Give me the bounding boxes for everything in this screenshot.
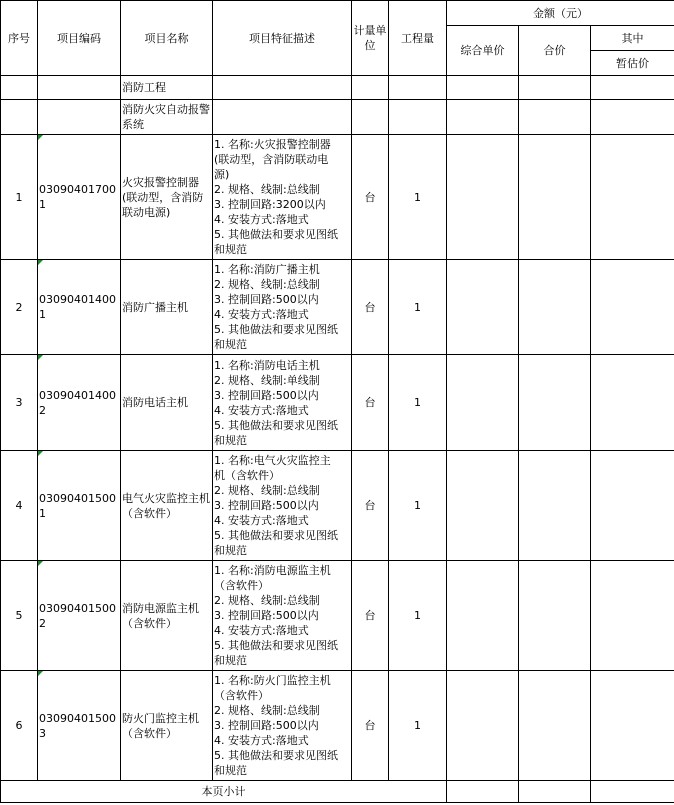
row-name: 火灾报警控制器(联动型，含消防联动电源) <box>121 135 213 260</box>
header-amount: 金额（元） <box>447 1 674 26</box>
section-level1: 消防工程 <box>121 76 213 100</box>
cell-empty <box>38 76 121 100</box>
table-row <box>1 135 674 260</box>
row-name: 消防电话主机 <box>121 355 213 451</box>
row-desc: 1. 名称:消防电源监主机 （含软件） 2. 规格、线制:总线制 3. 控制回路:500以内 4. 安装方式:落地式 5. 其他做法和要求见图纸 和规范 <box>213 561 352 671</box>
row-qty: 1 <box>389 355 447 451</box>
row-name: 电气火灾监控主机（含软件） <box>121 451 213 561</box>
subtotal-row <box>1 781 674 803</box>
row-code: 030904015002 <box>38 561 121 671</box>
header-row-1 <box>1 1 674 26</box>
cell-empty <box>38 100 121 135</box>
header-unit: 计量单位 <box>352 1 389 76</box>
cell-empty <box>213 100 352 135</box>
row-unit: 台 <box>352 260 389 355</box>
row-qty: 1 <box>389 260 447 355</box>
row-qty: 1 <box>389 671 447 781</box>
section-row-level1 <box>1 76 674 100</box>
cell-empty <box>447 76 519 100</box>
cell-empty <box>519 100 591 135</box>
comment-marker-icon <box>38 355 43 360</box>
subtotal-unit-price <box>447 781 519 803</box>
table-row <box>1 355 674 451</box>
row-unit-price[interactable] <box>447 135 519 260</box>
section-row-level2 <box>1 100 674 135</box>
row-unit-price[interactable] <box>447 671 519 781</box>
row-estimate[interactable] <box>591 671 674 781</box>
comment-marker-icon <box>38 260 43 265</box>
comment-marker-icon <box>38 451 43 456</box>
row-code: 030904014001 <box>38 260 121 355</box>
row-total[interactable] <box>519 355 591 451</box>
subtotal-label: 本页小计 <box>1 781 447 803</box>
header-estimate: 暂估价 <box>591 51 674 76</box>
row-qty: 1 <box>389 135 447 260</box>
row-total[interactable] <box>519 135 591 260</box>
row-estimate[interactable] <box>591 355 674 451</box>
row-name: 防火门监控主机（含软件） <box>121 671 213 781</box>
row-estimate[interactable] <box>591 135 674 260</box>
row-total[interactable] <box>519 561 591 671</box>
row-name: 消防电源监主机（含软件） <box>121 561 213 671</box>
cell-empty <box>352 76 389 100</box>
row-unit: 台 <box>352 135 389 260</box>
table-row <box>1 671 674 781</box>
row-code: 030904017001 <box>38 135 121 260</box>
row-estimate[interactable] <box>591 451 674 561</box>
row-unit-price[interactable] <box>447 451 519 561</box>
row-total[interactable] <box>519 451 591 561</box>
header-total: 合价 <box>519 26 591 76</box>
row-qty: 1 <box>389 561 447 671</box>
row-unit: 台 <box>352 451 389 561</box>
table-row <box>1 451 674 561</box>
row-unit: 台 <box>352 561 389 671</box>
row-name: 消防广播主机 <box>121 260 213 355</box>
cell-empty <box>389 76 447 100</box>
comment-marker-icon <box>38 671 43 676</box>
table-row <box>1 561 674 671</box>
cell-empty <box>213 76 352 100</box>
cell-empty <box>591 100 674 135</box>
subtotal-total[interactable] <box>519 781 591 803</box>
cell-empty <box>1 76 38 100</box>
row-estimate[interactable] <box>591 561 674 671</box>
header-code: 项目编码 <box>38 1 121 76</box>
header-desc: 项目特征描述 <box>213 1 352 76</box>
comment-marker-icon <box>38 135 43 140</box>
row-desc: 1. 名称:火灾报警控制器 (联动型，含消防联动电 源) 2. 规格、线制:总线制 3. 控制回路:3200以内 4. 安装方式:落地式 5. 其他做法和要求见图纸 和规范 <box>213 135 352 260</box>
cell-empty <box>352 100 389 135</box>
cell-empty <box>519 76 591 100</box>
row-total[interactable] <box>519 671 591 781</box>
table-row <box>1 260 674 355</box>
row-seq: 1 <box>1 135 38 260</box>
row-code: 030904015003 <box>38 671 121 781</box>
row-unit-price[interactable] <box>447 355 519 451</box>
row-seq: 4 <box>1 451 38 561</box>
row-seq: 3 <box>1 355 38 451</box>
row-desc: 1. 名称:消防电话主机 2. 规格、线制:单线制 3. 控制回路:500以内 4. 安装方式:落地式 5. 其他做法和要求见图纸 和规范 <box>213 355 352 451</box>
cell-empty <box>447 100 519 135</box>
comment-marker-icon <box>38 561 43 566</box>
row-unit: 台 <box>352 671 389 781</box>
row-desc: 1. 名称:防火门监控主机 （含软件） 2. 规格、线制:总线制 3. 控制回路:500以内 4. 安装方式:落地式 5. 其他做法和要求见图纸 和规范 <box>213 671 352 781</box>
header-unit-price: 综合单价 <box>447 26 519 76</box>
row-desc: 1. 名称:电气火灾监控主 机（含软件） 2. 规格、线制:总线制 3. 控制回路:500以内 4. 安装方式:落地式 5. 其他做法和要求见图纸 和规范 <box>213 451 352 561</box>
row-code: 030904015001 <box>38 451 121 561</box>
cell-empty <box>389 100 447 135</box>
row-total[interactable] <box>519 260 591 355</box>
row-seq: 6 <box>1 671 38 781</box>
header-of-which: 其中 <box>591 26 674 51</box>
header-name: 项目名称 <box>121 1 213 76</box>
cell-empty <box>1 100 38 135</box>
row-unit: 台 <box>352 355 389 451</box>
row-seq: 5 <box>1 561 38 671</box>
row-unit-price[interactable] <box>447 260 519 355</box>
subtotal-estimate[interactable] <box>591 781 674 803</box>
section-level2: 消防火灾自动报警系统 <box>121 100 213 135</box>
row-seq: 2 <box>1 260 38 355</box>
header-seq: 序号 <box>1 1 38 76</box>
header-qty: 工程量 <box>389 1 447 76</box>
row-estimate[interactable] <box>591 260 674 355</box>
row-qty: 1 <box>389 451 447 561</box>
row-unit-price[interactable] <box>447 561 519 671</box>
row-desc: 1. 名称:消防广播主机 2. 规格、线制:总线制 3. 控制回路:500以内 4. 安装方式:落地式 5. 其他做法和要求见图纸 和规范 <box>213 260 352 355</box>
cell-empty <box>591 76 674 100</box>
row-code: 030904014002 <box>38 355 121 451</box>
